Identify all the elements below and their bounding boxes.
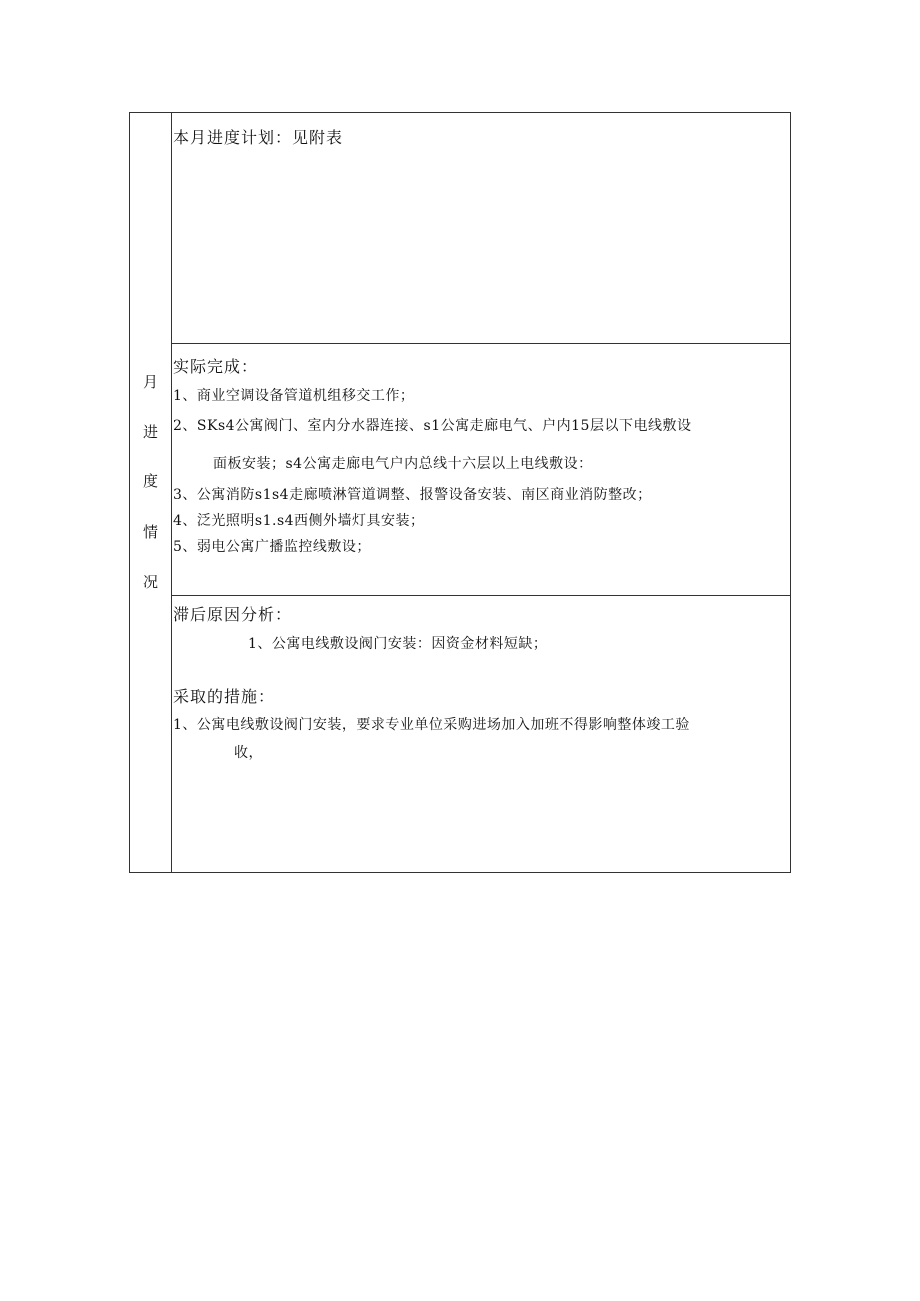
- progress-table: [129, 112, 791, 873]
- section-label-char: 度: [142, 472, 158, 490]
- plan-title: 本月进度计划：见附表: [173, 128, 344, 147]
- delay-reason: 1、公寓电线敷设阀门安装：因资金材料短缺；: [248, 636, 548, 652]
- delay-analysis-cell: [172, 596, 790, 872]
- measure-item-continuation: 收，: [234, 745, 263, 761]
- actual-item-continuation: 面板安装；s4公寓走廊电气户内总线十六层以上电线敷设：: [213, 456, 593, 472]
- section-label-column: [130, 113, 172, 872]
- measure-item: 1、公寓电线敷设阀门安装，要求专业单位采购进场加入加班不得影响整体竣工验: [173, 717, 690, 733]
- section-label-char: 况: [142, 573, 158, 591]
- measures-title: 采取的措施：: [173, 687, 276, 706]
- actual-item: 4、泛光照明s1.s4西侧外墙灯具安装；: [173, 513, 425, 529]
- section-label-char: 月: [142, 373, 158, 391]
- actual-item: 5、弱电公寓广播监控线敷设；: [173, 539, 371, 555]
- actual-item: 3、公寓消防s1s4走廊喷淋管道调整、报警设备安装、南区商业消防整改；: [173, 487, 652, 503]
- actual-completion-cell: [172, 344, 790, 596]
- section-label-char: 进: [142, 423, 158, 441]
- actual-title: 实际完成：: [173, 357, 259, 376]
- delay-title: 滞后原因分析：: [173, 605, 293, 624]
- actual-item: 2、SKs4公寓阀门、室内分水器连接、s1公寓走廊电气、户内15层以下电线敷设: [173, 418, 692, 434]
- actual-item: 1、商业空调设备管道机组移交工作；: [173, 388, 415, 404]
- section-label-char: 情: [142, 523, 158, 541]
- monthly-plan-cell: [172, 113, 790, 344]
